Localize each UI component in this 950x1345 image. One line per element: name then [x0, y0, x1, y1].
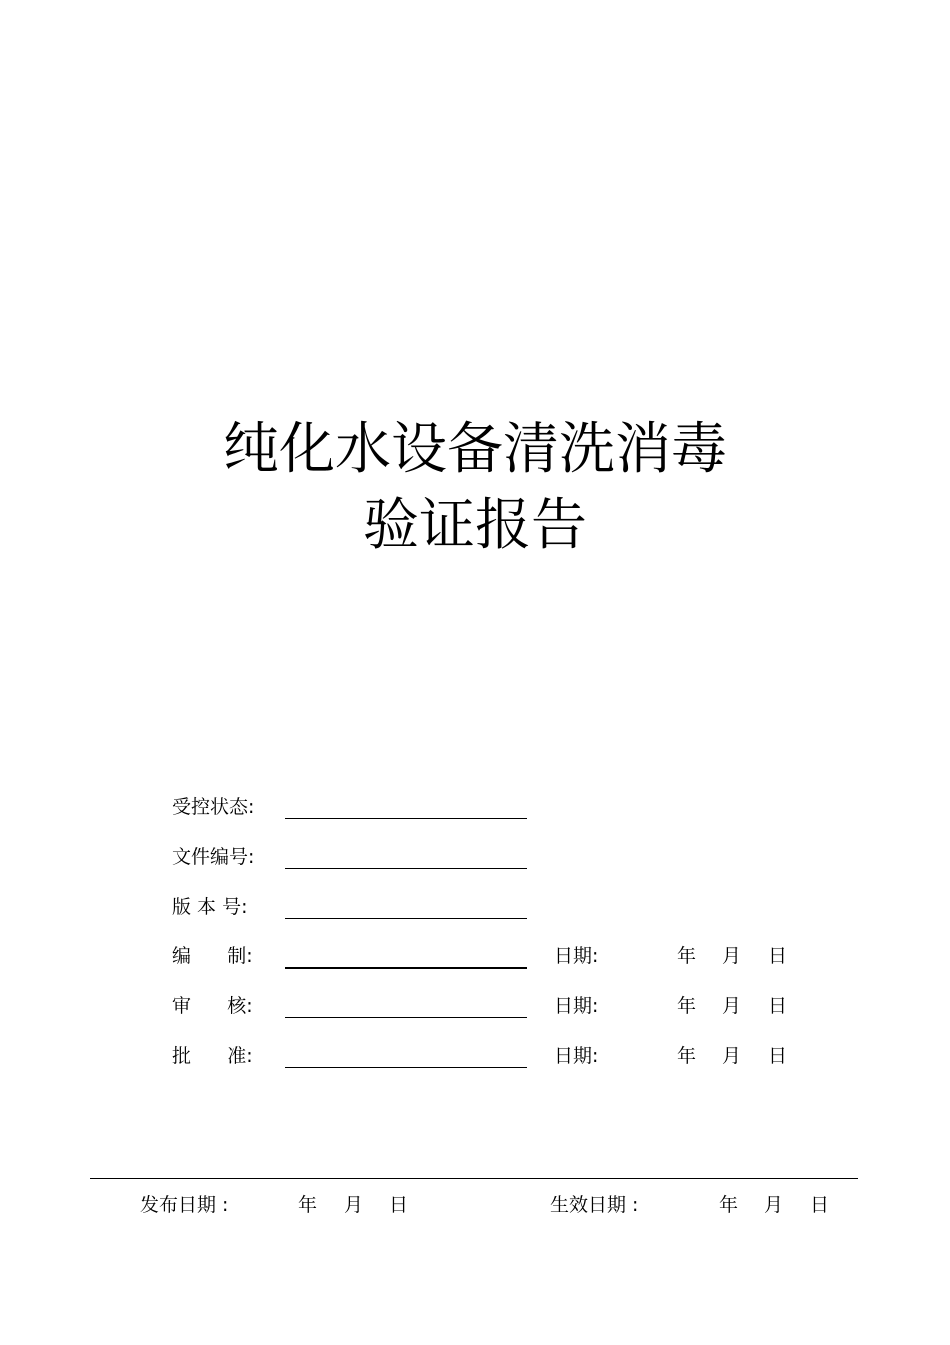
field-label: 文件编号: [172, 846, 255, 868]
date-day-label: 日 [768, 945, 788, 967]
publish-date-label: 发布日期 : [140, 1194, 229, 1216]
date-month-label: 月 [722, 995, 742, 1017]
effective-year-label: 年 [719, 1194, 739, 1216]
field-label: 审 核: [172, 995, 253, 1017]
date-year-label: 年 [677, 1045, 697, 1067]
date-day-label: 日 [768, 1045, 788, 1067]
field-label: 编 制: [172, 945, 253, 967]
field-label: 批 准: [172, 1045, 253, 1067]
fill-in-line[interactable] [285, 1017, 527, 1018]
field-label: 受控状态: [172, 796, 255, 818]
publish-year-label: 年 [298, 1194, 318, 1216]
effective-day-label: 日 [810, 1194, 830, 1216]
fill-in-line[interactable] [285, 868, 527, 869]
date-year-label: 年 [677, 995, 697, 1017]
date-month-label: 月 [722, 945, 742, 967]
date-label: 日期: [554, 945, 599, 967]
footer-divider [90, 1178, 858, 1179]
date-label: 日期: [554, 1045, 599, 1067]
date-label: 日期: [554, 995, 599, 1017]
field-label: 版 本 号: [172, 896, 248, 918]
fill-in-line[interactable] [285, 1067, 527, 1068]
fill-in-line[interactable] [285, 918, 527, 919]
fill-in-line[interactable] [285, 818, 527, 819]
effective-date-label: 生效日期 : [550, 1194, 639, 1216]
document-title-line2: 验证报告 [363, 493, 587, 558]
fill-in-line[interactable] [285, 967, 527, 969]
publish-month-label: 月 [344, 1194, 364, 1216]
date-month-label: 月 [722, 1045, 742, 1067]
date-year-label: 年 [677, 945, 697, 967]
publish-day-label: 日 [389, 1194, 409, 1216]
effective-month-label: 月 [764, 1194, 784, 1216]
date-day-label: 日 [768, 995, 788, 1017]
document-title-line1: 纯化水设备清洗消毒 [223, 417, 727, 482]
